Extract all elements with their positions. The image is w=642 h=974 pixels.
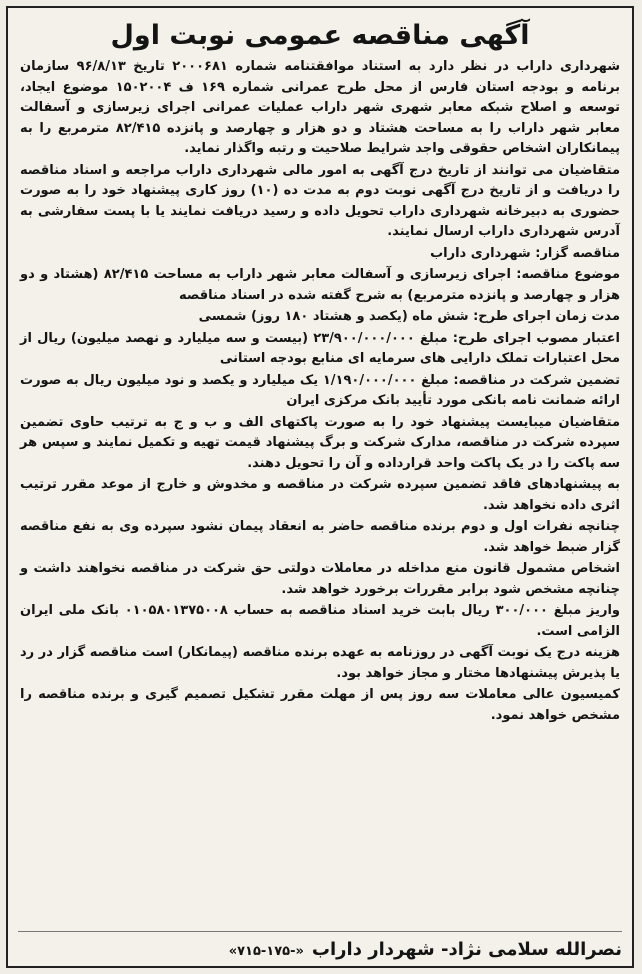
paragraph-guarantee: تضمین شرکت در مناقصه: مبلغ ۱/۱۹۰/۰۰۰/۰۰۰ یک میلیارد و یکصد و نود میلیون ریال به صورت ارائه ضمانت نامه بانکی مورد تأیید بانک مرکزی ایران	[20, 372, 620, 408]
paragraph-forfeit: چنانچه نفرات اول و دوم برنده مناقصه حاضر به انعقاد پیمان نشود سپرده وی به نفع مناقصه گزار ضبط خواهد شد.	[20, 519, 620, 555]
signature-name: نصرالله سلامی نژاد- شهردار داراب	[311, 939, 622, 960]
paragraph-intro: شهرداری داراب در نظر دارد به استناد موافقتنامه شماره ۲۰۰۰۶۸۱ تاریخ ۹۶/۸/۱۳ سازمان برنامه و بودجه استان فارس از محل طرح عمرانی شماره ۱۶۹ ف ۱۵۰۲۰۰۴ موضوع ایجاد، توسعه و اصلاح شبکه معابر شهری شهر داراب عملیات عمرانی اجرای زیرسازی و آسفالت معابر شهر داراب را به مساحت هشتاد و دو هزار و چهارصد و پانزده ۸۲/۴۱۵ مترمربع را به پیمانکاران اشخاص حقوقی واجد شرایط صلاحیت و رتبه واگذار نماید.	[20, 59, 621, 156]
signature-divider	[18, 931, 622, 932]
ad-code: «۷۱۵-۱۷۵-»	[228, 944, 304, 959]
paragraph-tenderer: مناقصه گزار: شهرداری داراب	[430, 245, 620, 261]
notice-title: آگهی مناقصه عمومی نوبت اول	[110, 20, 530, 51]
paragraph-prohibited: اشخاص مشمول قانون منع مداخله در معاملات دولتی حق شرکت در مناقصه نخواهند داشت و چنانچه مشخص شود برابر مقررات برخورد خواهد شد.	[20, 561, 620, 597]
paragraph-submission: متقاضیان می توانند از تاریخ درج آگهی به امور مالی شهرداری داراب مراجعه و اسناد مناقصه را دریافت و از تاریخ درج آگهی نوبت دوم به مدت ده (۱۰) روز کاری پیشنهاد خود را به صورت حضوری به دبیرخانه شهرداری داراب تحویل داده و رسید دریافت نمایند یا با پست سفارشی به آدرس شهرداری داراب ارسال نمایند.	[20, 162, 620, 239]
notice-body	[8, 57, 632, 726]
paragraph-duration: مدت زمان اجرای طرح: شش ماه (یکصد و هشتاد ۱۸۰ روز) شمسی	[198, 309, 620, 324]
paragraph-envelopes: متقاضیان میبایست پیشنهاد خود را به صورت پاکتهای الف و ب و ج به ترتیب حاوی تضمین سپرده شرکت در مناقصه، مدارک شرکت و برگ پیشنهاد قیمت تهیه و تکمیل نمایند و سپس هر سه پاکت را در یک پاکت واحد قرارداده و آن را تحویل دهند.	[20, 414, 620, 471]
paragraph-budget: اعتبار مصوب اجرای طرح: مبلغ ۲۳/۹۰۰/۰۰۰/۰۰۰ (بیست و سه میلیارد و نهصد میلیون) ریال از محل اعتبارات تملک دارایی های سرمایه ای منابع بودجه استانی	[20, 330, 620, 366]
tender-notice	[6, 6, 634, 968]
signature-line	[18, 939, 622, 960]
paragraph-commission: کمیسیون عالی معاملات سه روز پس از مهلت مقرر تشکیل تصمیم گیری و برنده مناقصه را مشخص خواهد نمود.	[20, 687, 620, 723]
paragraph-invalid-offers: به پیشنهادهای فاقد تضمین سپرده شرکت در مناقصه و مخدوش و خارج از موعد مقرر ترتیب اثری داده نخواهد شد.	[20, 477, 620, 513]
paragraph-subject: موضوع مناقصه: اجرای زیرسازی و آسفالت معابر شهر داراب به مساحت ۸۲/۴۱۵ (هشتاد و دو هزار و چهارصد و پانزده مترمربع) به شرح گفته شده در اسناد مناقصه	[20, 267, 621, 303]
paragraph-ad-cost: هزینه درج یک نوبت آگهی در روزنامه به عهده برنده مناقصه (پیمانکار) است مناقصه گزار در رد یا پذیرش پیشنهادها مختار و مجاز خواهد بود.	[20, 645, 620, 681]
paragraph-payment: واریز مبلغ ۳۰۰/۰۰۰ ریال بابت خرید اسناد مناقصه به حساب ۰۱۰۵۸۰۱۳۷۵۰۰۸ بانک ملی ایران الزامی است.	[20, 603, 620, 639]
